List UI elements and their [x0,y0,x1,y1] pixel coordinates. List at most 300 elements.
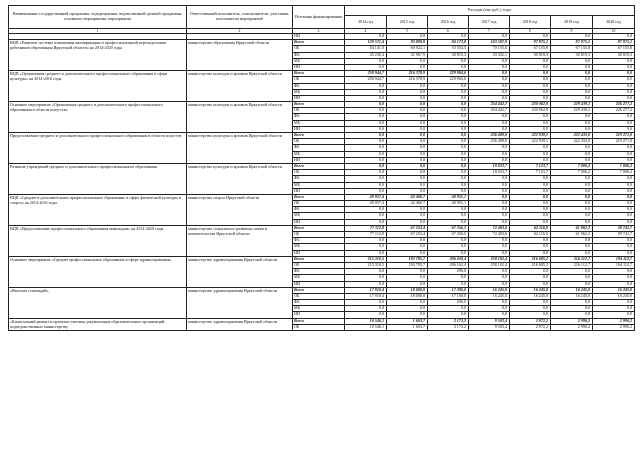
source-cell: ИИ [293,64,345,70]
value-cell: 9 503,4 [469,324,510,330]
value-cell: 0,0 [510,77,551,83]
source-cell: ФБ [293,300,345,306]
value-cell: 0,0 [593,269,635,275]
program-name: «Капитальный ремонт и проектно-сметная документация образовательных организаций, подведомственных министерству [9,318,187,330]
value-cell: 0,0 [593,194,635,200]
column-index: 6 [428,29,469,34]
value-cell: 67 253,4 [387,225,428,231]
value-cell: 0,0 [469,194,510,200]
value-cell: 0,0 [469,219,510,225]
program-name: «Выплата стипендий» [9,287,187,318]
value-cell: 0,0 [345,213,387,219]
value-cell: 0,0 [469,89,510,95]
value-cell: 250 944,7 [345,71,387,77]
header-costs: Расходы (тыс.руб.), годы [345,6,635,16]
value-cell: 0,0 [551,219,593,225]
value-cell: 0,0 [345,83,387,89]
value-cell: 254 442,7 [469,108,510,114]
responsible-executor: министерство здравоохранения Иркутской области [187,318,293,330]
value-cell: 0,0 [345,64,387,70]
value-cell: 0,0 [469,250,510,256]
value-cell: 0,0 [593,58,635,64]
value-cell: 10 546,1 [345,318,387,324]
value-cell: 0,0 [387,163,428,169]
responsible-executor: министерство культуры и архивов Иркутской области [187,71,293,102]
value-cell: 0,0 [510,213,551,219]
value-cell: 0,0 [428,126,469,132]
value-cell: 215 310,5 [345,262,387,268]
value-cell: 0,0 [469,182,510,188]
source-cell: Всего [293,71,345,77]
source-cell: МБ [293,58,345,64]
value-cell: 0,0 [510,151,551,157]
value-cell: 219 271,0 [593,133,635,139]
source-cell: ИИ [293,95,345,101]
source-cell: ФБ [293,145,345,151]
value-cell: 2 990,2 [593,318,635,324]
value-cell: 16 245,0 [469,287,510,293]
value-cell: 0,0 [469,95,510,101]
program-name: Предоставление среднего и дополнительного профессионального образования в области искусств [9,133,187,164]
value-cell: 0,0 [428,207,469,213]
value-cell: 229 439,2 [551,108,593,114]
value-cell: 0,0 [551,58,593,64]
value-cell: 17 910,4 [345,287,387,293]
year-header: 2015 год [387,16,428,29]
source-cell: Всего [293,287,345,293]
value-cell: 0,0 [428,157,469,163]
value-cell: 77 112,8 [345,225,387,231]
value-cell: 7 006,2 [551,170,593,176]
value-cell: 0,0 [469,71,510,77]
value-cell: 0,0 [428,102,469,108]
value-cell: 0,0 [510,120,551,126]
value-cell: 0,0 [551,269,593,275]
responsible-executor: министерство здравоохранения Иркутской области [187,256,293,287]
value-cell: 0,0 [387,269,428,275]
value-cell: 40 951,1 [428,194,469,200]
value-cell: 0,0 [345,275,387,281]
value-cell: 0,0 [510,275,551,281]
value-cell: 0,0 [469,157,510,163]
value-cell: 0,0 [593,244,635,250]
value-cell: 216 685,2 [510,262,551,268]
value-cell: 0,0 [510,194,551,200]
responsible-executor: министерство культуры и архивов Иркутской области [187,133,293,164]
value-cell: 0,0 [551,275,593,281]
value-cell: 215 310,5 [345,256,387,262]
value-cell: 0,0 [428,275,469,281]
value-cell: 0,0 [551,281,593,287]
value-cell: 2 990,2 [593,324,635,330]
value-cell: 30 819,3 [551,52,593,58]
value-cell: 0,0 [510,95,551,101]
column-index: 7 [469,29,510,34]
value-cell: 0,0 [551,34,593,40]
value-cell: 18 033,7 [469,163,510,169]
value-cell: 0,0 [551,182,593,188]
value-cell: 0,0 [510,176,551,182]
value-cell: 0,0 [345,102,387,108]
value-cell: 2 990,2 [551,324,593,330]
value-cell: 0,0 [469,207,510,213]
value-cell: 296,0 [428,300,469,306]
value-cell: 0,0 [469,269,510,275]
value-cell: 0,0 [510,114,551,120]
value-cell: 16 245,0 [551,293,593,299]
value-cell: 0,0 [387,139,428,145]
value-cell: 0,0 [593,312,635,318]
value-cell: 219 271,0 [593,139,635,145]
value-cell: 0,0 [428,238,469,244]
value-cell: 97 975,1 [551,40,593,46]
value-cell: 229 904,6 [428,77,469,83]
value-cell: 0,0 [593,281,635,287]
value-cell: 0,0 [345,312,387,318]
value-cell: 0,0 [387,312,428,318]
value-cell: 0,0 [387,58,428,64]
value-cell: 62 116,0 [510,225,551,231]
value-cell: 97 975,1 [510,40,551,46]
value-cell: 0,0 [551,151,593,157]
value-cell: 2 990,2 [551,318,593,324]
value-cell: 7 123,7 [510,163,551,169]
value-cell: 0,0 [428,64,469,70]
value-cell: 0,0 [551,207,593,213]
value-cell: 42 460,7 [387,194,428,200]
value-cell: 0,0 [428,89,469,95]
value-cell: 222 939,1 [510,133,551,139]
value-cell: 0,0 [428,163,469,169]
value-cell: 0,0 [387,219,428,225]
value-cell: 192 795,7 [387,262,428,268]
value-cell: 0,0 [593,306,635,312]
value-cell: 0,0 [469,83,510,89]
value-cell: 0,0 [510,182,551,188]
value-cell: 0,0 [428,176,469,182]
value-cell: 17 396,0 [428,287,469,293]
value-cell: 0,0 [428,139,469,145]
value-cell: 0,0 [510,269,551,275]
value-cell: 226 277,2 [593,102,635,108]
value-cell: 0,0 [469,120,510,126]
value-cell: 0,0 [551,114,593,120]
value-cell: 0,0 [345,176,387,182]
source-cell: ИИ [293,219,345,225]
value-cell: 61 962,2 [551,232,593,238]
source-cell: ОБ [293,201,345,207]
value-cell: 0,0 [510,306,551,312]
value-cell: 0,0 [387,120,428,126]
value-cell: 31 967,9 [387,52,428,58]
value-cell: 97 975,1 [593,40,635,46]
value-cell: 0,0 [593,83,635,89]
source-cell: ИИ [293,250,345,256]
value-cell: 0,0 [551,201,593,207]
value-cell: 0,0 [551,306,593,312]
value-cell: 77 112,8 [345,232,387,238]
value-cell: 0,0 [510,238,551,244]
value-cell: 62 116,0 [510,232,551,238]
value-cell: 67 356,5 [428,232,469,238]
value-cell: 67 155,8 [551,46,593,52]
source-cell: ФБ [293,238,345,244]
value-cell: 0,0 [428,83,469,89]
value-cell: 59 741,7 [593,232,635,238]
value-cell: 206 162,4 [428,262,469,268]
value-cell: 0,0 [510,83,551,89]
year-header: 2019 год [551,16,593,29]
value-cell: 0,0 [428,145,469,151]
value-cell: 0,0 [593,77,635,83]
value-cell: 0,0 [345,139,387,145]
value-cell: 0,0 [428,34,469,40]
value-cell: 0,0 [593,71,635,77]
value-cell: 229 904,6 [428,71,469,77]
value-cell: 0,0 [469,145,510,151]
value-cell: 10 546,1 [345,324,387,330]
source-cell: МБ [293,182,345,188]
value-cell: 0,0 [551,64,593,70]
value-cell: 0,0 [551,145,593,151]
value-cell: 0,0 [593,176,635,182]
value-cell: 230 062,8 [510,108,551,114]
value-cell: 0,0 [345,300,387,306]
value-cell: 9 503,4 [469,318,510,324]
value-cell: 0,0 [345,120,387,126]
value-cell: 0,0 [428,244,469,250]
value-cell: 0,0 [469,306,510,312]
value-cell: 0,0 [510,219,551,225]
value-cell: 0,0 [387,306,428,312]
value-cell: 0,0 [469,300,510,306]
value-cell: 0,0 [428,58,469,64]
year-header: 2018 год [510,16,551,29]
value-cell: 0,0 [428,213,469,219]
source-cell: МБ [293,89,345,95]
value-cell: 0,0 [551,213,593,219]
value-cell: 0,0 [345,114,387,120]
value-cell: 0,0 [593,126,635,132]
source-cell: МБ [293,306,345,312]
source-cell: Всего [293,163,345,169]
value-cell: 0,0 [551,188,593,194]
value-cell: 67 356,5 [428,225,469,231]
value-cell: 67 155,8 [510,46,551,52]
source-cell: МБ [293,213,345,219]
value-cell: 0,0 [428,95,469,101]
value-cell: 0,0 [510,188,551,194]
value-cell: 0,0 [387,157,428,163]
value-cell: 45 230,4 [345,52,387,58]
value-cell: 0,0 [551,126,593,132]
source-cell: ОБ [293,324,345,330]
value-cell: 16 245,0 [510,287,551,293]
value-cell: 59 741,7 [593,225,635,231]
value-cell: 0,0 [593,188,635,194]
source-cell: Всего [293,194,345,200]
value-cell: 40 951,1 [428,201,469,207]
value-cell: 0,0 [593,275,635,281]
value-cell: 192 795,7 [387,256,428,262]
value-cell: 0,0 [510,126,551,132]
program-name: ВЦП «Организация среднего и дополнительного профессионального образования в сфере культуры» на 2014-2016 годы [9,71,187,102]
value-cell: 0,0 [593,300,635,306]
value-cell: 49 957,4 [345,194,387,200]
column-index: 10 [593,29,635,34]
value-cell: 0,0 [551,312,593,318]
value-cell: 0,0 [345,207,387,213]
source-cell: ОБ [293,108,345,114]
year-header: 2014 год [345,16,387,29]
value-cell: 216 112,7 [551,262,593,268]
value-cell: 222 939,1 [510,139,551,145]
value-cell: 236 409,0 [469,133,510,139]
budget-table [8,5,635,331]
value-cell: 0,0 [428,250,469,256]
value-cell: 0,0 [551,194,593,200]
source-cell: Всего [293,133,345,139]
source-cell: ОБ [293,293,345,299]
source-cell: ФБ [293,52,345,58]
value-cell: 0,0 [551,89,593,95]
value-cell: 0,0 [428,306,469,312]
value-cell: 0,0 [387,238,428,244]
value-cell: 0,0 [345,281,387,287]
value-cell: 53 354,5 [428,46,469,52]
value-cell: 33 352,1 [469,52,510,58]
source-cell: Всего [293,318,345,324]
value-cell: 2 972,2 [510,318,551,324]
value-cell: 226 277,2 [593,108,635,114]
value-cell: 0,0 [345,95,387,101]
value-cell: 0,0 [510,145,551,151]
source-cell: ОБ [293,262,345,268]
column-index: 9 [551,29,593,34]
value-cell: 17 910,4 [345,293,387,299]
value-cell: 16 245,0 [510,293,551,299]
source-cell: ИИ [293,281,345,287]
source-cell: ИИ [293,34,345,40]
value-cell: 0,0 [593,201,635,207]
value-cell: 0,0 [510,157,551,163]
value-cell: 194 112,7 [593,262,635,268]
value-cell: 0,0 [387,300,428,306]
source-cell: МБ [293,120,345,126]
value-cell: 0,0 [387,114,428,120]
value-cell: 129 571,4 [345,40,387,46]
value-cell: 0,0 [469,151,510,157]
header-row [9,6,635,16]
value-cell: 0,0 [469,176,510,182]
value-cell: 7 006,2 [593,163,635,169]
value-cell: 0,0 [387,89,428,95]
value-cell: 49 957,4 [345,201,387,207]
source-cell: ФБ [293,269,345,275]
value-cell: 0,0 [469,58,510,64]
value-cell: 0,0 [510,300,551,306]
value-cell: 84 141,0 [345,46,387,52]
value-cell: 16 245,0 [593,287,635,293]
document-page [8,5,634,331]
value-cell: 0,0 [593,219,635,225]
source-cell: ОБ [293,77,345,83]
value-cell: 0,0 [345,89,387,95]
value-cell: 18 033,7 [469,170,510,176]
value-cell: 206 458,4 [428,256,469,262]
header-name: Наименование государственной программы, подпрограммы, ведомственной целевой программы, основного мероприятия, мероприятия [9,6,187,29]
year-header: 2017 год [469,16,510,29]
value-cell: 0,0 [387,83,428,89]
value-cell: 0,0 [345,269,387,275]
value-cell: 0,0 [551,244,593,250]
value-cell: 7 006,2 [551,163,593,169]
value-cell: 0,0 [510,71,551,77]
source-cell: ОБ [293,46,345,52]
value-cell: 0,0 [428,151,469,157]
value-cell: 216 685,2 [510,256,551,262]
source-cell: ОБ [293,170,345,176]
column-index: 4 [345,29,387,34]
value-cell: 18 000,0 [387,293,428,299]
value-cell: 0,0 [345,126,387,132]
value-cell: 0,0 [387,133,428,139]
value-cell: 0,0 [593,114,635,120]
column-index: 1 [9,29,187,34]
value-cell: 0,0 [469,34,510,40]
value-cell: 0,0 [510,34,551,40]
value-cell: 0,0 [510,58,551,64]
value-cell: 0,0 [387,170,428,176]
value-cell: 0,0 [428,120,469,126]
value-cell: 222 433,0 [551,139,593,145]
value-cell: 250 944,7 [345,77,387,83]
value-cell: 7 123,7 [510,170,551,176]
value-cell: 216 112,7 [551,256,593,262]
value-cell: 3 173,2 [428,318,469,324]
value-cell: 0,0 [593,182,635,188]
value-cell: 70 155,8 [469,46,510,52]
value-cell: 0,0 [387,275,428,281]
value-cell: 0,0 [551,157,593,163]
value-cell: 1 603,7 [387,318,428,324]
value-cell: 0,0 [510,312,551,318]
header-source: Источник финансирования [293,6,345,29]
value-cell: 72 403,6 [469,232,510,238]
source-cell: ОБ [293,139,345,145]
value-cell: 0,0 [345,219,387,225]
value-cell: 0,0 [345,182,387,188]
value-cell: 0,0 [551,300,593,306]
value-cell: 0,0 [387,102,428,108]
value-cell: 7 006,2 [593,170,635,176]
value-cell: 0,0 [469,312,510,318]
responsible-executor: министерство культуры и архивов Иркутской области [187,163,293,194]
value-cell: 222 433,0 [551,133,593,139]
value-cell: 16 245,0 [469,293,510,299]
value-cell: 0,0 [551,71,593,77]
value-cell: 0,0 [593,120,635,126]
value-cell: 72 403,6 [469,225,510,231]
value-cell: 296,0 [428,269,469,275]
source-cell: ФБ [293,207,345,213]
value-cell: 0,0 [387,126,428,132]
value-cell: 0,0 [387,176,428,182]
year-header: 2016 год [428,16,469,29]
source-cell: ИИ [293,126,345,132]
value-cell: 0,0 [469,126,510,132]
value-cell: 0,0 [593,64,635,70]
